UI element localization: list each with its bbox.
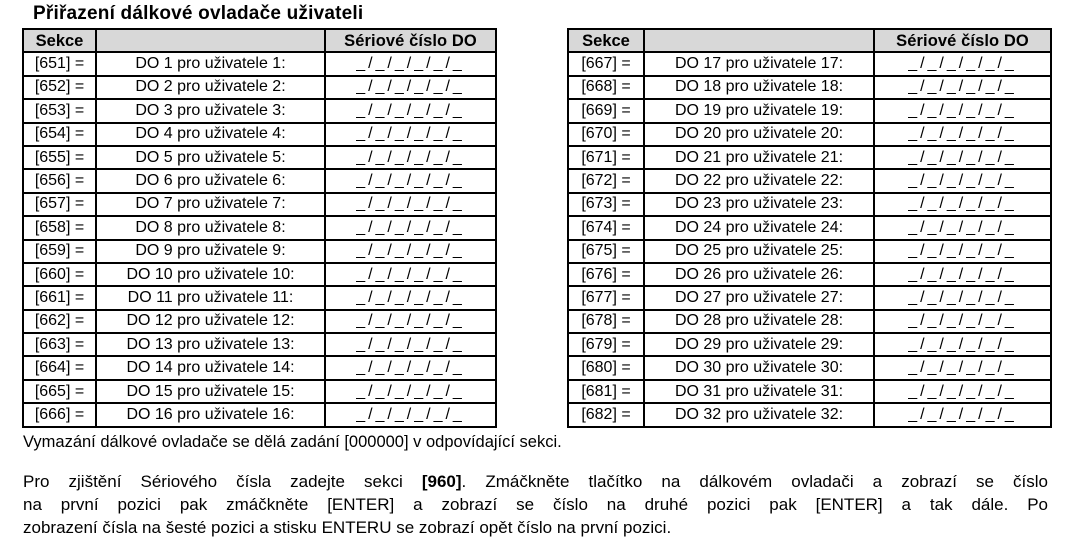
- table-row: [23, 76, 496, 99]
- header-row: [568, 29, 1051, 52]
- remote-user-label-cell: DO 15 pro uživatele 15:: [96, 380, 325, 403]
- section-code-cell: [652] =: [23, 76, 96, 99]
- remote-user-label-cell: DO 22 pro uživatele 22:: [644, 169, 874, 192]
- text-segment: zobrazení čísla na šesté pozici a stisku ENTERU se zobrazí opět číslo na první pozici.: [23, 517, 672, 537]
- serial-number-blank: _/_/_/_/_/_: [325, 263, 496, 286]
- serial-number-blank: _/_/_/_/_/_: [325, 240, 496, 263]
- table-row: [568, 216, 1051, 239]
- text-segment: Pro zjištění Sériového čísla zadejte sekci: [23, 471, 422, 491]
- remote-user-label-cell: DO 25 pro uživatele 25:: [644, 240, 874, 263]
- serial-number-blank: _/_/_/_/_/_: [874, 240, 1051, 263]
- serial-number-blank: _/_/_/_/_/_: [874, 169, 1051, 192]
- table-body-right: [568, 52, 1051, 426]
- remote-user-label-cell: DO 26 pro uživatele 26:: [644, 263, 874, 286]
- section-code-cell: [682] =: [568, 403, 644, 426]
- serial-number-blank: _/_/_/_/_/_: [325, 403, 496, 426]
- serial-number-blank: _/_/_/_/_/_: [325, 76, 496, 99]
- erase-note: Vymazání dálkové ovladače se dělá zadání [000000] v odpovídající sekci.: [23, 432, 562, 451]
- remote-user-label-cell: DO 19 pro uživatele 19:: [644, 99, 874, 122]
- table-row: [568, 310, 1051, 333]
- serial-number-blank: _/_/_/_/_/_: [874, 286, 1051, 309]
- header-sekce: Sekce: [23, 29, 96, 52]
- section-code-cell: [667] =: [568, 52, 644, 75]
- table-row: [568, 146, 1051, 169]
- table-row: [23, 123, 496, 146]
- paragraph-line: [23, 493, 1048, 516]
- section-code-cell: [657] =: [23, 193, 96, 216]
- remote-user-label-cell: DO 12 pro uživatele 12:: [96, 310, 325, 333]
- header-empty: [644, 29, 874, 52]
- remote-user-label-cell: DO 31 pro uživatele 31:: [644, 380, 874, 403]
- section-code-cell: [655] =: [23, 146, 96, 169]
- section-code-cell: [677] =: [568, 286, 644, 309]
- serial-number-blank: _/_/_/_/_/_: [874, 403, 1051, 426]
- section-code-cell: [661] =: [23, 286, 96, 309]
- text-segment: na první pozici pak zmáčkněte [ENTER] a zobrazí se číslo na druhé pozici pak [ENTER] a tak dále. Po: [23, 494, 1048, 514]
- table-row: [568, 380, 1051, 403]
- table-row: [23, 356, 496, 379]
- remote-assignment-table-right: [567, 28, 1052, 428]
- section-code-cell: [671] =: [568, 146, 644, 169]
- table-row: [23, 403, 496, 426]
- table-row: [568, 76, 1051, 99]
- remote-user-label-cell: DO 32 pro uživatele 32:: [644, 403, 874, 426]
- table-row: [23, 380, 496, 403]
- serial-number-blank: _/_/_/_/_/_: [874, 380, 1051, 403]
- serial-number-blank: _/_/_/_/_/_: [325, 216, 496, 239]
- serial-number-blank: _/_/_/_/_/_: [325, 99, 496, 122]
- remote-user-label-cell: DO 24 pro uživatele 24:: [644, 216, 874, 239]
- table-row: [568, 356, 1051, 379]
- table-row: [568, 193, 1051, 216]
- serial-number-blank: _/_/_/_/_/_: [325, 333, 496, 356]
- section-code-cell: [675] =: [568, 240, 644, 263]
- table-row: [23, 169, 496, 192]
- serial-number-blank: _/_/_/_/_/_: [874, 193, 1051, 216]
- table-row: [568, 123, 1051, 146]
- table-row: [23, 146, 496, 169]
- header-serial-number: Sériové číslo DO: [874, 29, 1051, 52]
- section-code-cell: [664] =: [23, 356, 96, 379]
- table-header-left: [23, 29, 496, 52]
- serial-number-blank: _/_/_/_/_/_: [874, 216, 1051, 239]
- section-code-cell: [678] =: [568, 310, 644, 333]
- header-row: [23, 29, 496, 52]
- table-row: [23, 99, 496, 122]
- table-row: [568, 333, 1051, 356]
- remote-user-label-cell: DO 17 pro uživatele 17:: [644, 52, 874, 75]
- paragraph-line: [23, 516, 1048, 539]
- table-row: [568, 169, 1051, 192]
- remote-user-label-cell: DO 7 pro uživatele 7:: [96, 193, 325, 216]
- table-row: [568, 403, 1051, 426]
- section-code-cell: [673] =: [568, 193, 644, 216]
- table-header-right: [568, 29, 1051, 52]
- section-code-cell: [663] =: [23, 333, 96, 356]
- header-sekce: Sekce: [568, 29, 644, 52]
- remote-user-label-cell: DO 10 pro uživatele 10:: [96, 263, 325, 286]
- section-code-cell: [674] =: [568, 216, 644, 239]
- table-row: [568, 99, 1051, 122]
- remote-assignment-table-left: [22, 28, 497, 428]
- table-row: [23, 333, 496, 356]
- remote-user-label-cell: DO 28 pro uživatele 28:: [644, 310, 874, 333]
- table-row: [23, 310, 496, 333]
- serial-number-blank: _/_/_/_/_/_: [325, 380, 496, 403]
- tables-row: [22, 28, 1069, 428]
- serial-number-blank: _/_/_/_/_/_: [325, 169, 496, 192]
- table-row: [568, 52, 1051, 75]
- table-row: [23, 193, 496, 216]
- remote-user-label-cell: DO 21 pro uživatele 21:: [644, 146, 874, 169]
- remote-user-label-cell: DO 3 pro uživatele 3:: [96, 99, 325, 122]
- section-code-cell: [665] =: [23, 380, 96, 403]
- header-empty: [96, 29, 325, 52]
- section-code-cell: [681] =: [568, 380, 644, 403]
- remote-user-label-cell: DO 2 pro uživatele 2:: [96, 76, 325, 99]
- paragraph-line: [23, 470, 1048, 493]
- serial-number-blank: _/_/_/_/_/_: [325, 123, 496, 146]
- remote-user-label-cell: DO 29 pro uživatele 29:: [644, 333, 874, 356]
- remote-user-label-cell: DO 30 pro uživatele 30:: [644, 356, 874, 379]
- section-code-cell: [668] =: [568, 76, 644, 99]
- section-code-cell: [666] =: [23, 403, 96, 426]
- header-serial-number: Sériové číslo DO: [325, 29, 496, 52]
- section-code-cell: [676] =: [568, 263, 644, 286]
- section-code-cell: [651] =: [23, 52, 96, 75]
- table-body-left: [23, 52, 496, 426]
- serial-number-blank: _/_/_/_/_/_: [874, 123, 1051, 146]
- serial-number-blank: _/_/_/_/_/_: [325, 356, 496, 379]
- bold-text-segment: [960]: [421, 471, 462, 491]
- serial-number-blank: _/_/_/_/_/_: [325, 310, 496, 333]
- page-title: Přiřazení dálkové ovladače uživateli: [33, 3, 364, 24]
- remote-user-label-cell: DO 11 pro uživatele 11:: [96, 286, 325, 309]
- serial-number-blank: _/_/_/_/_/_: [874, 52, 1051, 75]
- serial-number-blank: _/_/_/_/_/_: [325, 52, 496, 75]
- serial-number-blank: _/_/_/_/_/_: [874, 99, 1051, 122]
- serial-number-blank: _/_/_/_/_/_: [874, 356, 1051, 379]
- remote-user-label-cell: DO 18 pro uživatele 18:: [644, 76, 874, 99]
- remote-user-label-cell: DO 23 pro uživatele 23:: [644, 193, 874, 216]
- section-code-cell: [653] =: [23, 99, 96, 122]
- serial-number-blank: _/_/_/_/_/_: [874, 146, 1051, 169]
- table-row: [568, 286, 1051, 309]
- remote-user-label-cell: DO 8 pro uživatele 8:: [96, 216, 325, 239]
- section-code-cell: [654] =: [23, 123, 96, 146]
- section-code-cell: [669] =: [568, 99, 644, 122]
- table-row: [23, 286, 496, 309]
- remote-user-label-cell: DO 27 pro uživatele 27:: [644, 286, 874, 309]
- serial-number-blank: _/_/_/_/_/_: [325, 146, 496, 169]
- serial-number-blank: _/_/_/_/_/_: [874, 263, 1051, 286]
- serial-instructions-paragraph: [23, 470, 1048, 539]
- remote-user-label-cell: DO 1 pro uživatele 1:: [96, 52, 325, 75]
- remote-user-label-cell: DO 9 pro uživatele 9:: [96, 240, 325, 263]
- remote-user-label-cell: DO 20 pro uživatele 20:: [644, 123, 874, 146]
- remote-user-label-cell: DO 4 pro uživatele 4:: [96, 123, 325, 146]
- section-code-cell: [659] =: [23, 240, 96, 263]
- section-code-cell: [656] =: [23, 169, 96, 192]
- section-code-cell: [660] =: [23, 263, 96, 286]
- serial-number-blank: _/_/_/_/_/_: [325, 193, 496, 216]
- section-code-cell: [672] =: [568, 169, 644, 192]
- section-code-cell: [670] =: [568, 123, 644, 146]
- remote-user-label-cell: DO 5 pro uživatele 5:: [96, 146, 325, 169]
- table-row: [568, 240, 1051, 263]
- table-row: [23, 216, 496, 239]
- table-row: [568, 263, 1051, 286]
- remote-user-label-cell: DO 16 pro uživatele 16:: [96, 403, 325, 426]
- section-code-cell: [680] =: [568, 356, 644, 379]
- table-row: [23, 52, 496, 75]
- serial-number-blank: _/_/_/_/_/_: [325, 286, 496, 309]
- text-segment: . Zmáčkněte tlačítko na dálkovém ovladači a zobrazí se číslo: [461, 471, 1049, 491]
- table-row: [23, 240, 496, 263]
- remote-user-label-cell: DO 14 pro uživatele 14:: [96, 356, 325, 379]
- table-row: [23, 263, 496, 286]
- serial-number-blank: _/_/_/_/_/_: [874, 76, 1051, 99]
- remote-user-label-cell: DO 13 pro uživatele 13:: [96, 333, 325, 356]
- section-code-cell: [662] =: [23, 310, 96, 333]
- serial-number-blank: _/_/_/_/_/_: [874, 333, 1051, 356]
- serial-number-blank: _/_/_/_/_/_: [874, 310, 1051, 333]
- remote-user-label-cell: DO 6 pro uživatele 6:: [96, 169, 325, 192]
- section-code-cell: [658] =: [23, 216, 96, 239]
- section-code-cell: [679] =: [568, 333, 644, 356]
